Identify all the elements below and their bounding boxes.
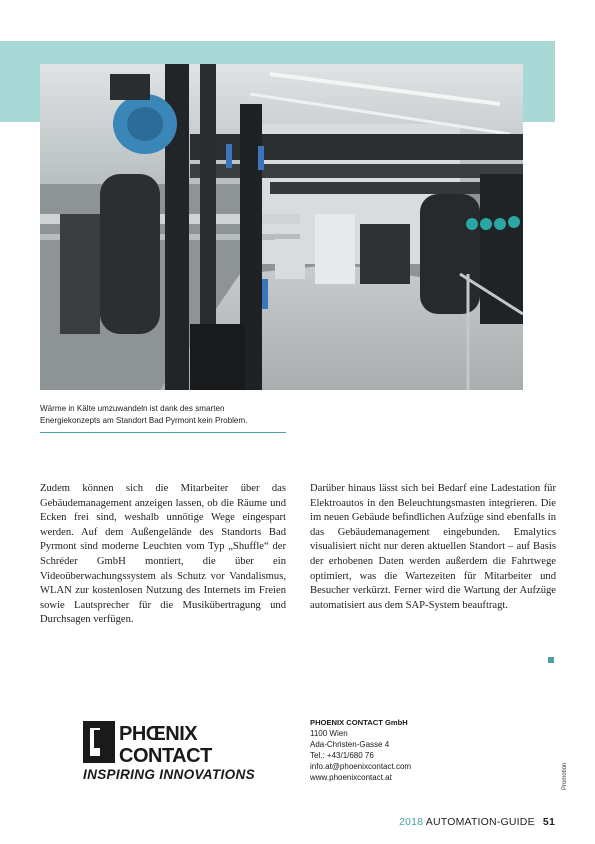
body-column-right: Darüber hinaus lässt sich bei Bedarf eine Ladestation für Elektroautos in den Beleuchtungsmasten integrieren. Die im neuen Gebäude befindlichen Aufzüge sind ebenfalls in das Gebäudemanagement eingebunden. Emalytics visualisiert nicht nur deren aktuellen Standort – auf Basis der erhobenen Daten werden außerdem die Fahrtwege optimiert, was die Wartezeiten für Mitarbeiter und Besucher verkürzt. Ferner wird die Wartung der Aufzüge automatisiert aus dem SAP-System beauftragt.	[310, 483, 556, 611]
caption-line-2: Energiekonzepts am Standort Bad Pyrmont kein Problem.	[40, 415, 248, 425]
caption-line-1: Wärme in Kälte umzuwandeln ist dank des smarten	[40, 404, 225, 413]
article-end-mark	[548, 657, 554, 663]
contact-block	[310, 717, 411, 783]
contact-city: 1100 Wien	[310, 729, 348, 738]
boiler-room-photo	[40, 64, 523, 390]
contact-phone: Tel.: +43/1/680 76	[310, 751, 374, 760]
caption-divider	[40, 432, 286, 433]
logo-tagline: INSPIRING INNOVATIONS	[83, 767, 255, 782]
body-column-left: Zudem können sich die Mitarbeiter über das Gebäudemanagement anzeigen lassen, ob die Räume und Ecken frei sind, weshalb unnötige Wege eingespart werden. Auf dem Außengelände des Standorts Bad Pyrmont sind moderne Leuchten vom Typ „Shuffle“ der Schréder GmbH montiert, die über ein Videoüberwachungssystem als Schutz vor Vandalismus, WLAN zur kostenlosen Nutzung des Internets im Freien sowie Lautsprecher für die Musikübertragung und Durchsagen verfügen.	[40, 483, 286, 626]
page-footer	[399, 816, 555, 828]
contact-email[interactable]: info.at@phoenixcontact.com	[310, 762, 412, 771]
photo-illustration	[40, 64, 523, 390]
contact-website[interactable]: www.phoenixcontact.at	[310, 773, 392, 782]
footer-title: AUTOMATION-GUIDE	[425, 816, 535, 828]
contact-street: Ada-Christen-Gasse 4	[310, 740, 390, 749]
photo-caption	[40, 403, 286, 426]
logo-line-1: PHŒNIX	[119, 723, 198, 745]
logo-line-2: CONTACT	[119, 745, 212, 766]
promotion-label: Promotion	[562, 762, 568, 790]
footer-year: 2018	[399, 816, 424, 828]
contact-company: PHOENIX CONTACT GmbH	[310, 718, 408, 727]
page-number: 51	[542, 816, 555, 828]
logo-graphic	[83, 720, 289, 766]
